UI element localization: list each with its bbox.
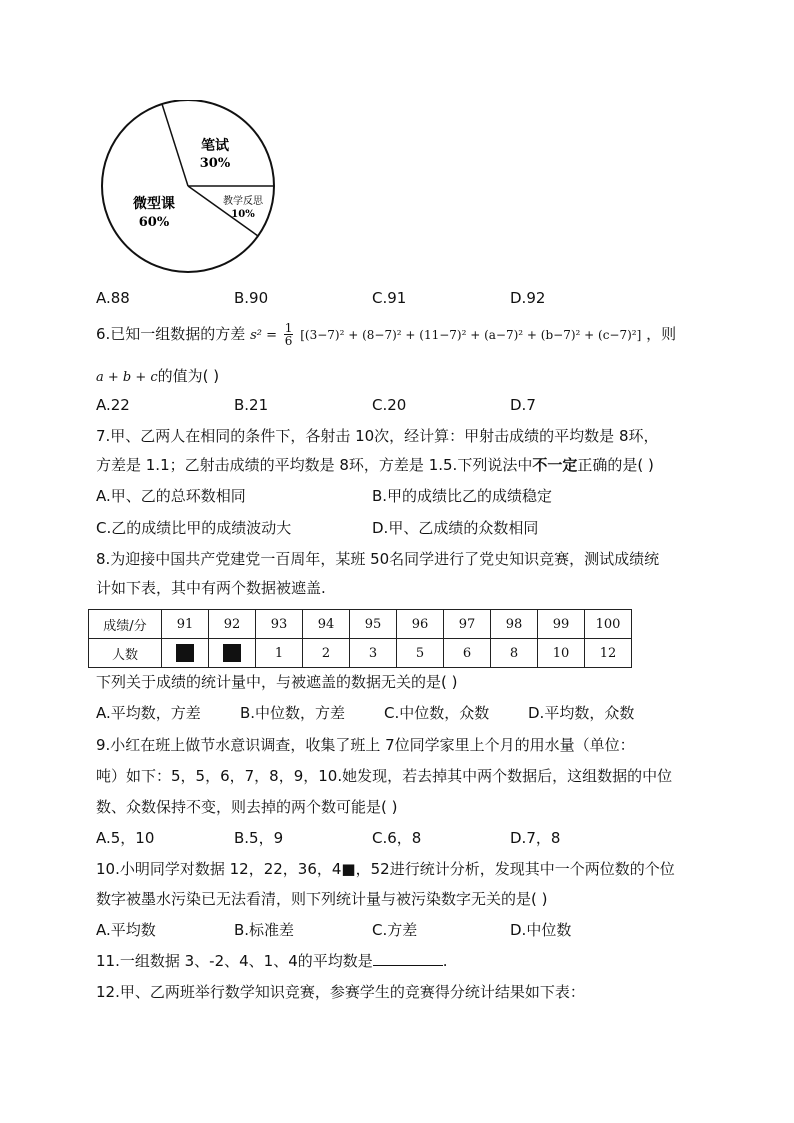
q6-line1 (96, 322, 676, 347)
pie-value-written: 30% (199, 156, 231, 171)
q8-option-b: B.中位数，方差 (240, 704, 346, 722)
q10-option-c: C.方差 (372, 921, 418, 939)
masked-block (223, 644, 241, 662)
pie-value-microclass: 60% (138, 215, 170, 230)
table-header-score: 成绩/分 (89, 610, 162, 639)
q7-line2-b: 正确的是( ) (577, 456, 654, 474)
q7-option-b: B.甲的成绩比乙的成绩稳定 (372, 487, 553, 505)
q8-line1: 8.为迎接中国共产党建党一百周年，某班 50名同学进行了党史知识竞赛，测试成绩统 (96, 550, 660, 568)
q8-option-a: A.平均数，方差 (96, 704, 201, 722)
q8-line2: 计如下表，其中有两个数据被遮盖. (96, 579, 326, 597)
table-cell: 96 (397, 610, 444, 639)
table-cell-masked (209, 639, 256, 668)
q6-line2 (96, 366, 219, 388)
table-cell: 94 (303, 610, 350, 639)
table-cell: 2 (303, 639, 350, 668)
q6-option-a: A.22 (96, 396, 130, 414)
q11-line (96, 951, 448, 971)
q6-expression: [(3−7)² + (8−7)² + (11−7)² + (a−7)² + (b−7)² + (c−7)²] (300, 328, 642, 342)
pie-label-reflection: 教学反思 (223, 196, 263, 207)
masked-block (176, 644, 194, 662)
table-cell: 6 (444, 639, 491, 668)
table-cell: 97 (444, 610, 491, 639)
score-table (88, 609, 632, 668)
pie-value-reflection: 10% (231, 209, 255, 220)
table-cell: 3 (350, 639, 397, 668)
q10-line2: 数字被墨水污染已无法看清，则下列统计量与被污染数字无关的是( ) (96, 890, 548, 908)
pie-label-written: 笔试 (201, 138, 229, 154)
q5-option-c: C.91 (372, 289, 407, 307)
q12-line: 12.甲、乙两班举行数学知识竞赛，参赛学生的竞赛得分统计结果如下表： (96, 983, 585, 1001)
q6-option-d: D.7 (510, 396, 536, 414)
q9-option-d: D.7，8 (510, 829, 561, 847)
pie-chart (100, 100, 280, 280)
q9-option-b: B.5，9 (234, 829, 284, 847)
q10-option-a: A.平均数 (96, 921, 156, 939)
q9-option-a: A.5，10 (96, 829, 155, 847)
q10-line1: 10.小明同学对数据 12，22，36，4■，52进行统计分析，发现其中一个两位数的个位 (96, 860, 675, 878)
q7-option-d: D.甲、乙成绩的众数相同 (372, 519, 539, 537)
q6-option-b: B.21 (234, 396, 269, 414)
table-cell: 91 (162, 610, 209, 639)
q9-option-c: C.6，8 (372, 829, 422, 847)
answer-blank[interactable] (373, 951, 443, 966)
q6-prefix: 6.已知一组数据的方差 (96, 325, 246, 343)
q6-fraction: $\frac{1}{6}$ (284, 321, 293, 348)
table-cell: 92 (209, 610, 256, 639)
table-cell: 99 (538, 610, 585, 639)
table-row (89, 639, 632, 668)
q10-option-b: B.标准差 (234, 921, 295, 939)
q8-option-c: C.中位数，众数 (384, 704, 490, 722)
q9-line1: 9.小红在班上做节水意识调查，收集了班上 7位同学家里上个月的用水量（单位： (96, 736, 635, 754)
q8-question: 下列关于成绩的统计量中，与被遮盖的数据无关的是( ) (96, 673, 458, 691)
q6-s2: s² = (250, 328, 278, 343)
q11-text: 11.一组数据 3、-2、4、1、4的平均数是 (96, 952, 373, 970)
pie-label-microclass: 微型课 (133, 196, 175, 212)
q7-line2-emphasis: 不一定 (532, 456, 578, 474)
q8-option-d: D.平均数，众数 (528, 704, 635, 722)
table-cell: 100 (585, 610, 632, 639)
table-cell: 95 (350, 610, 397, 639)
q6-option-c: C.20 (372, 396, 407, 414)
q7-option-c: C.乙的成绩比甲的成绩波动大 (96, 519, 292, 537)
q5-option-b: B.90 (234, 289, 269, 307)
q9-line2: 吨）如下：5，5，6，7，8，9，10.她发现，若去掉其中两个数据后，这组数据的中位 (96, 767, 673, 785)
q6-line2-text: 的值为( ) (157, 367, 220, 385)
table-cell-masked (162, 639, 209, 668)
q5-option-a: A.88 (96, 289, 130, 307)
q6-sum: a + b + c (96, 370, 158, 385)
table-header-count: 人数 (89, 639, 162, 668)
table-cell: 12 (585, 639, 632, 668)
q9-line3: 数、众数保持不变，则去掉的两个数可能是( ) (96, 798, 398, 816)
table-row (89, 610, 632, 639)
q7-line2 (96, 455, 654, 475)
q6-suffix: ，则 (646, 325, 677, 343)
q11-end: . (442, 952, 448, 970)
table-cell: 1 (256, 639, 303, 668)
table-cell: 5 (397, 639, 444, 668)
table-cell: 98 (491, 610, 538, 639)
table-cell: 93 (256, 610, 303, 639)
table-cell: 8 (491, 639, 538, 668)
q7-option-a: A.甲、乙的总环数相同 (96, 487, 246, 505)
q7-line2-a: 方差是 1.1；乙射击成绩的平均数是 8环，方差是 1.5.下列说法中 (96, 456, 533, 474)
q7-line1: 7.甲、乙两人在相同的条件下，各射击 10次，经计算：甲射击成绩的平均数是 8环， (96, 427, 659, 445)
q10-option-d: D.中位数 (510, 921, 572, 939)
q5-option-d: D.92 (510, 289, 546, 307)
table-cell: 10 (538, 639, 585, 668)
